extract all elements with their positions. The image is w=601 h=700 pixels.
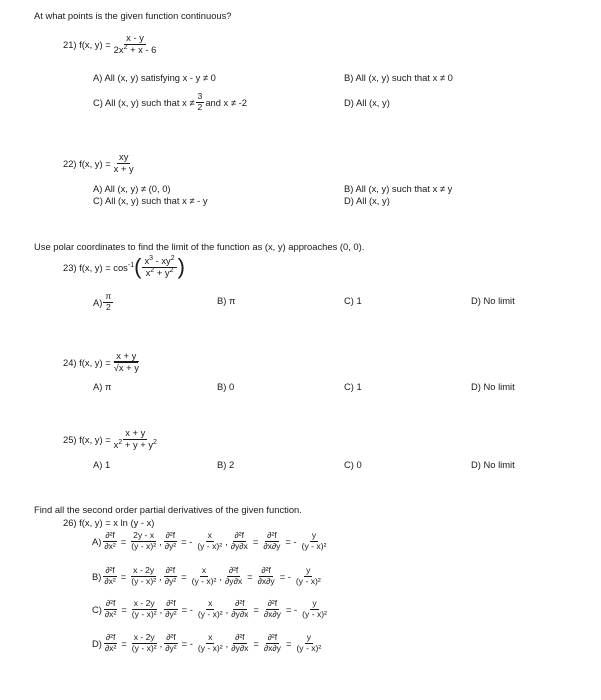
d2f-dx2: $\frac{\text{∂²f}}{\text{∂x²}}$ [104, 565, 116, 586]
q23-option-c[interactable]: C) 1 [344, 295, 362, 306]
d2f-dxdy: $\frac{\text{∂²f}}{\partial x\partial y}$ [263, 530, 281, 551]
d2f-dy2: $\frac{\text{∂²f}}{\text{∂y²}}$ [164, 565, 177, 586]
fxy-value: $\frac{y}{\text{(y - x)²}}$ [295, 565, 321, 586]
q26-option-d[interactable]: D) $\frac{\text{∂²f}}{\text{∂x²}}$ = $\frac{x - 2y}{\text{(y - x)²}}$ , $\frac{\text{∂²f}}{\text{∂y²}}$ = - $\frac{x}{\text{(y - x)²}}$ , $\frac{\text{∂²f}}{\partial y\partial x}$ = $\frac{\text{∂²f}}{\partial x\partial y}$ = $\frac{y}{\text{(y - x)²}}$ [92, 632, 322, 653]
d2f-dydx: $\frac{\text{∂²f}}{\partial y\partial x}$ [225, 565, 243, 586]
section2-heading: Use polar coordinates to find the limit of the function as (x, y) approaches (0, 0). [34, 241, 365, 252]
q21-option-c[interactable]: C) All (x, y) such that x ≠ $\frac{3}{2}$ and x ≠ -2 [93, 91, 247, 112]
q25-fraction: $\frac{x + y}{x^2 + y + y^2}$ [113, 427, 157, 450]
q26-option-c[interactable]: C) $\frac{\text{∂²f}}{\text{∂x²}}$ = $\frac{x - 2y}{\text{(y - x)²}}$ , $\frac{\text{∂²f}}{\text{∂y²}}$ = - $\frac{x}{\text{(y - x)²}}$ , $\frac{\text{∂²f}}{\partial y\partial x}$ = $\frac{\text{∂²f}}{\partial x\partial y}$ = - $\frac{y}{\text{(y - x)²}}$ [92, 598, 327, 619]
fyy-value: $\frac{x}{\text{(y - x)²}}$ [197, 598, 223, 619]
q21-fraction [112, 33, 159, 56]
d2f-dydx: $\frac{\text{∂²f}}{\partial y\partial x}$ [231, 632, 249, 653]
section3-heading: Find all the second order partial derivatives of the given function. [34, 504, 302, 515]
q22-option-c[interactable]: C) All (x, y) such that x ≠ - y [93, 195, 208, 206]
q24-option-b[interactable]: B) 0 [217, 381, 235, 392]
fyy-value: $\frac{x}{\text{(y - x)²}}$ [191, 565, 217, 586]
q25-label: 25) f(x, y) = [63, 433, 111, 445]
q23-function: 23) f(x, $y) = \cos^{-1}$ ( $\frac{x^3 - xy^2}{x^2 + y^2}$ ) [63, 254, 185, 280]
d2f-dxdy: $\frac{\text{∂²f}}{\partial x\partial y}$ [263, 632, 281, 653]
q26-option-a[interactable]: A) $\frac{\text{∂²f}}{\text{∂x²}}$ = $\frac{2y - x}{\text{(y - x)²}}$ , $\frac{\text{∂²f}}{\text{∂y²}}$ = - $\frac{x}{\text{(y - x)²}}$ , $\frac{\text{∂²f}}{\partial y\partial x}$ = $\frac{\text{∂²f}}{\partial x\partial y}$ = - $\frac{y}{\text{(y - x)²}}$ [92, 530, 327, 551]
d2f-dydx: $\frac{\text{∂²f}}{\partial y\partial x}$ [230, 530, 248, 551]
fxx-value: $\frac{x - 2y}{\text{(y - x)²}}$ [131, 565, 157, 586]
fyy-value: $\frac{x}{\text{(y - x)²}}$ [197, 530, 223, 551]
q24-label: 24) f(x, y) = [63, 356, 111, 368]
d2f-dxdy: $\frac{\text{∂²f}}{\partial x\partial y}$ [257, 565, 275, 586]
option-letter: A) [92, 535, 102, 547]
q23-fraction: $\frac{x^3 - xy^2}{x^2 + y^2}$ [144, 254, 175, 278]
fxy-value: $\frac{y}{\text{(y - x)²}}$ [301, 530, 327, 551]
q25-option-d[interactable]: D) No limit [471, 459, 515, 470]
fxy-value: $\frac{y}{\text{(y - x)²}}$ [296, 632, 322, 653]
q21-option-d[interactable]: D) All (x, y) [344, 97, 390, 108]
option-letter: D) [92, 637, 102, 649]
q22-option-b[interactable]: B) All (x, y) such that x ≠ y [344, 183, 453, 194]
q25-function [63, 428, 160, 451]
q21-denominator: $2x^2 + x - 6$ [113, 43, 157, 55]
option-letter: B) [92, 570, 102, 582]
q24-option-c[interactable]: C) 1 [344, 381, 362, 392]
q24-option-d[interactable]: D) No limit [471, 381, 515, 392]
q23-option-d[interactable]: D) No limit [471, 295, 515, 306]
q21-label: 21) f(x, y) = [63, 38, 111, 50]
d2f-dy2: $\frac{\text{∂²f}}{\text{∂y²}}$ [165, 632, 177, 653]
d2f-dx2: $\frac{\text{∂²f}}{\text{∂x²}}$ [104, 632, 117, 653]
q26-function: 26) f(x, y) = x ln (y - x) [63, 517, 155, 528]
q25-option-b[interactable]: B) 2 [217, 459, 235, 470]
q23-option-a[interactable]: A) $\frac{\pi}{2}$ [93, 291, 112, 312]
q26-option-b[interactable]: B) $\frac{\text{∂²f}}{\text{∂x²}}$ = $\frac{x - 2y}{\text{(y - x)²}}$ , $\frac{\text{∂²f}}{\text{∂y²}}$ = $\frac{x}{\text{(y - x)²}}$ , $\frac{\text{∂²f}}{\partial y\partial x}$ = $\frac{\text{∂²f}}{\partial x\partial y}$ = - $\frac{y}{\text{(y - x)²}}$ [92, 565, 321, 586]
q25-option-a[interactable]: A) 1 [93, 459, 111, 470]
fxx-value: $\frac{x - 2y}{\text{(y - x)²}}$ [131, 632, 157, 653]
section1-heading: At what points is the given function continuous? [34, 10, 232, 21]
d2f-dydx: $\frac{\text{∂²f}}{\partial y\partial x}$ [231, 598, 249, 619]
option-letter: C) [92, 603, 102, 615]
d2f-dxdy: $\frac{\text{∂²f}}{\partial x\partial y}$ [263, 598, 281, 619]
q23-option-b[interactable]: B) π [217, 295, 236, 306]
d2f-dx2: $\frac{\text{∂²f}}{\text{∂x²}}$ [104, 598, 117, 619]
q24-function [63, 351, 142, 374]
q23-label: 23) f(x, $y) = \cos^{-1}$ [63, 261, 135, 273]
fxy-value: $\frac{y}{\text{(y - x)²}}$ [302, 598, 327, 619]
q21-option-b[interactable]: B) All (x, y) such that x ≠ 0 [344, 72, 453, 83]
fyy-value: $\frac{x}{\text{(y - x)²}}$ [197, 632, 223, 653]
d2f-dx2: $\frac{\text{∂²f}}{\text{∂x²}}$ [104, 530, 116, 551]
q24-fraction: $\frac{x + y}{√x + y}$ [113, 350, 139, 373]
fxx-value: $\frac{x - 2y}{\text{(y - x)²}}$ [131, 598, 157, 619]
q21-function [63, 33, 159, 56]
q25-option-c[interactable]: C) 0 [344, 459, 362, 470]
q22-label: 22) f(x, y) = [63, 157, 111, 169]
q24-option-a[interactable]: A) π [93, 381, 112, 392]
q22-fraction: $\frac{xy}{x + y}$ [113, 151, 134, 174]
d2f-dy2: $\frac{\text{∂²f}}{\text{∂y²}}$ [164, 530, 177, 551]
q22-option-d[interactable]: D) All (x, y) [344, 195, 390, 206]
fxx-value: $\frac{2y - x}{\text{(y - x)²}}$ [131, 530, 157, 551]
q21-option-a[interactable]: A) All (x, y) satisfying x - y ≠ 0 [93, 72, 216, 83]
d2f-dy2: $\frac{\text{∂²f}}{\text{∂y²}}$ [165, 598, 177, 619]
q22-option-a[interactable]: A) All (x, y) ≠ (0, 0) [93, 183, 171, 194]
q21-numerator: x - y [126, 32, 144, 43]
q22-function [63, 152, 137, 175]
